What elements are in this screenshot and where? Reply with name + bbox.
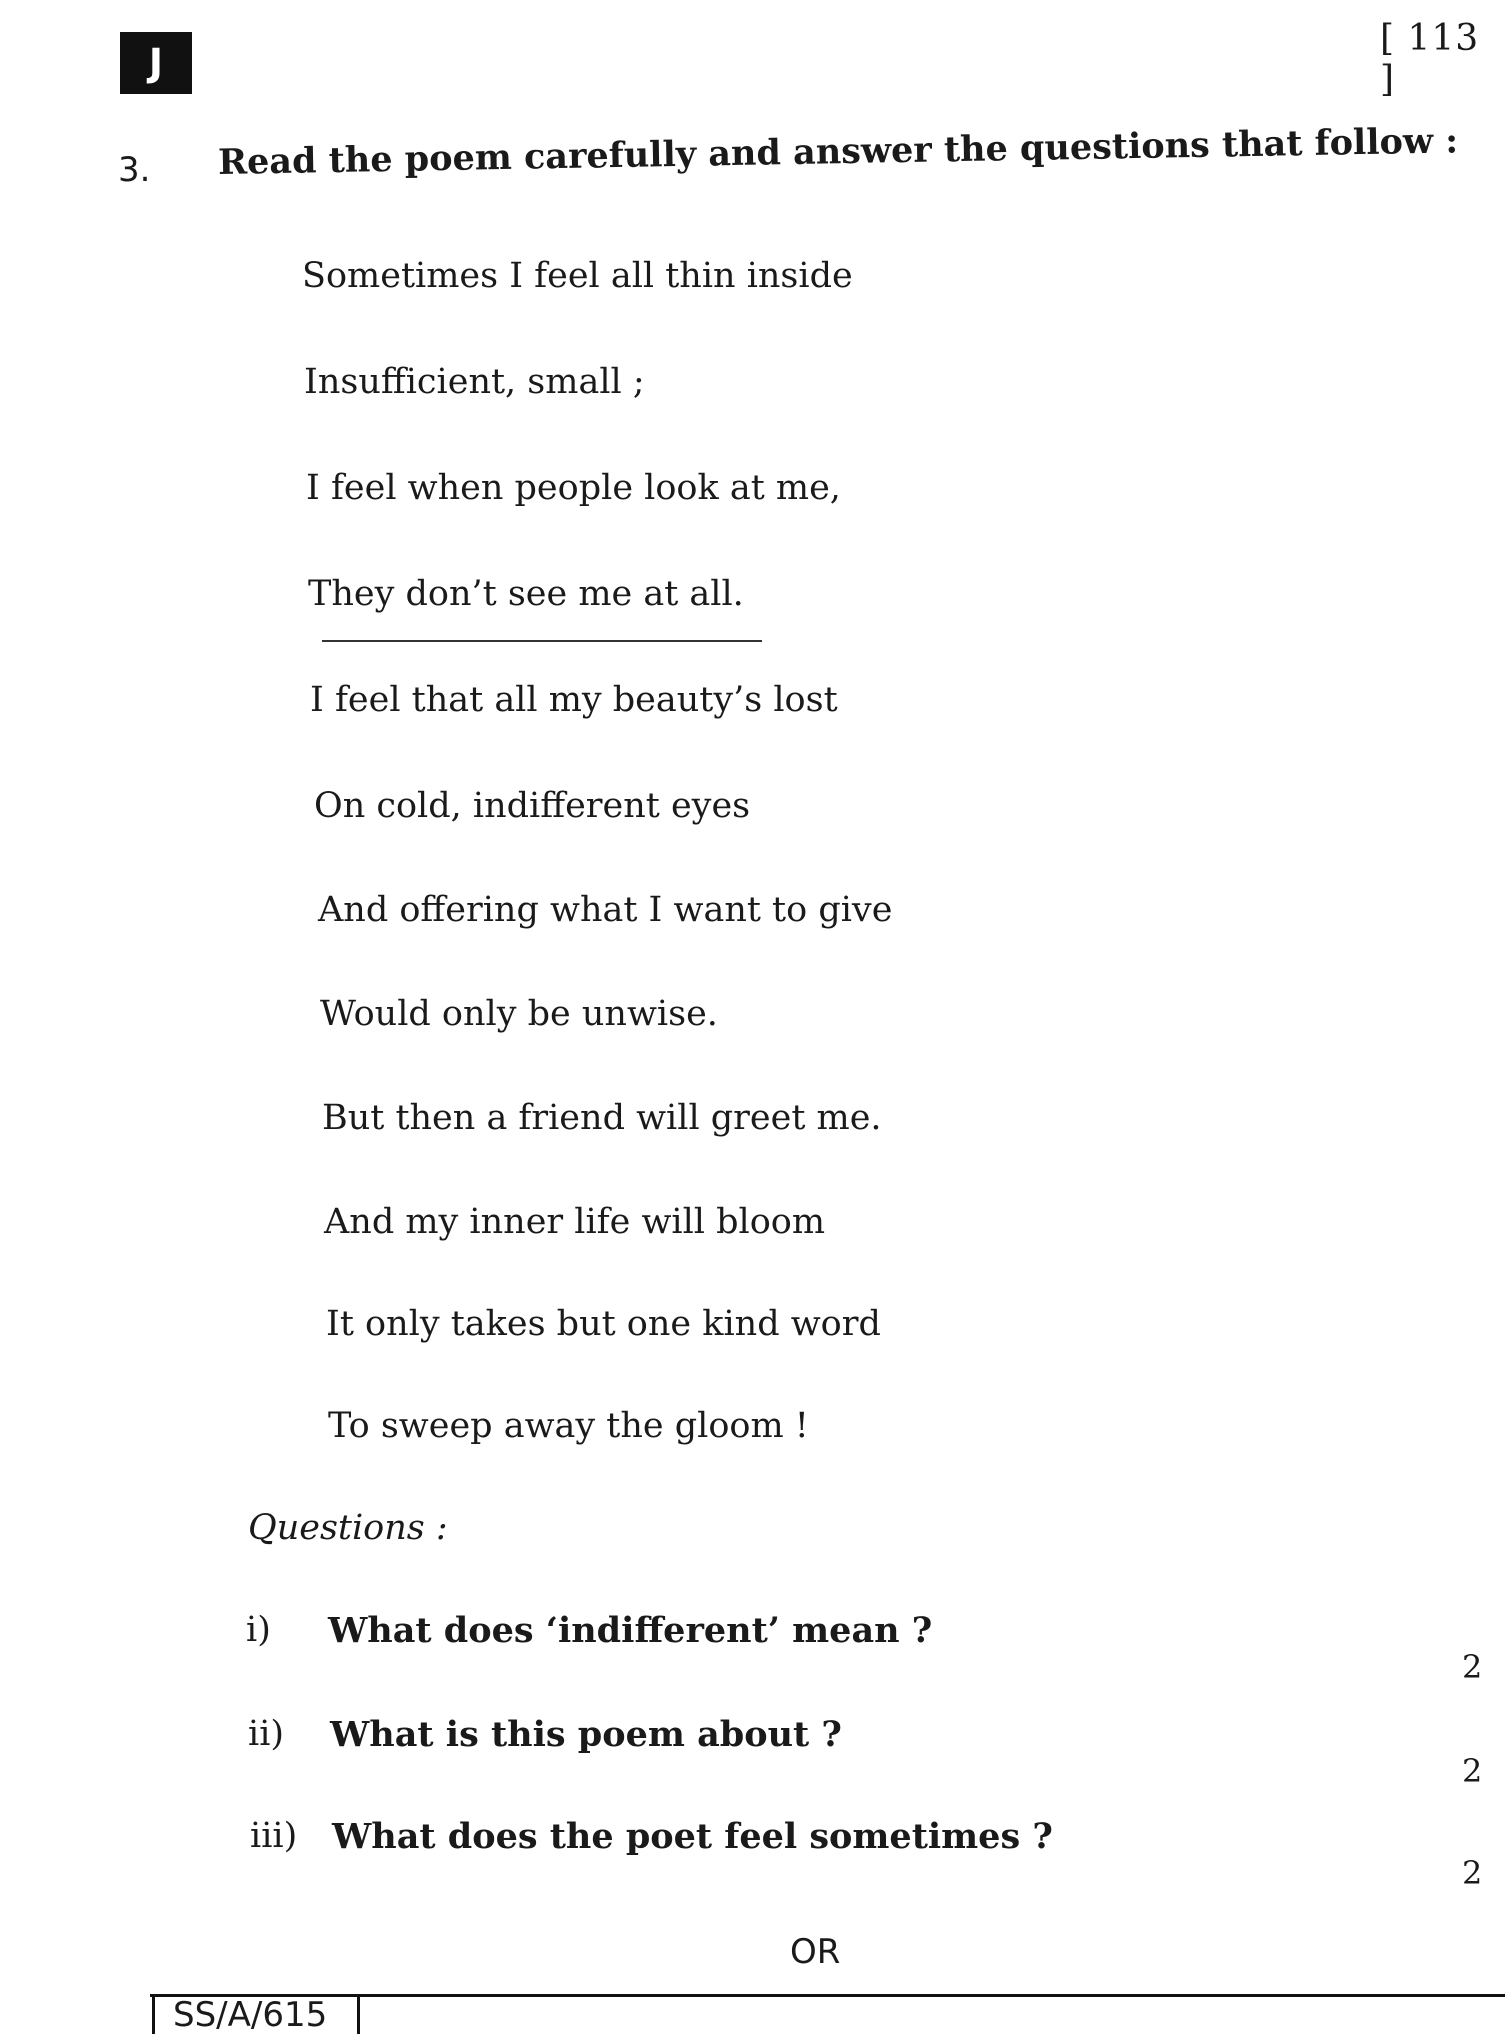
question-instruction: Read the poem carefully and answer the questions that follow : <box>217 120 1459 183</box>
or-separator: OR <box>790 1932 841 1972</box>
question-item-number: ii) <box>248 1714 285 1754</box>
pen-underline <box>322 640 762 642</box>
paper-code: SS/A/615 <box>152 1996 360 2034</box>
poem-line: They don’t see me at all. <box>308 574 744 614</box>
poem-line: To sweep away the gloom ! <box>328 1406 809 1446</box>
poem-line: Sometimes I feel all thin inside <box>302 256 853 296</box>
set-letter-badge: J <box>120 32 192 94</box>
questions-heading: Questions : <box>248 1508 448 1548</box>
poem-line: On cold, indifferent eyes <box>314 786 751 826</box>
question-marks: 2 <box>1462 1648 1483 1686</box>
question-item-number: i) <box>246 1610 271 1650</box>
poem-line: But then a friend will greet me. <box>322 1098 882 1138</box>
question-item-text: What does ‘indifferent’ mean ? <box>328 1610 933 1651</box>
poem-line: And offering what I want to give <box>318 890 893 930</box>
poem-line: It only takes but one kind word <box>326 1304 881 1344</box>
poem-line: Insufficient, small ; <box>304 362 645 402</box>
poem-line: I feel when people look at me, <box>306 468 841 508</box>
question-marks: 2 <box>1462 1752 1483 1790</box>
question-item-text: What does the poet feel sometimes ? <box>332 1816 1053 1857</box>
poem-line: I feel that all my beauty’s lost <box>310 680 838 720</box>
question-item-text: What is this poem about ? <box>330 1714 842 1755</box>
question-marks: 2 <box>1462 1854 1483 1892</box>
poem-line: And my inner life will bloom <box>324 1202 826 1242</box>
poem-line: Would only be unwise. <box>320 994 718 1034</box>
question-item-number: iii) <box>250 1816 298 1856</box>
page-number: [ 113 ] <box>1380 18 1480 100</box>
question-number: 3. <box>118 150 151 190</box>
